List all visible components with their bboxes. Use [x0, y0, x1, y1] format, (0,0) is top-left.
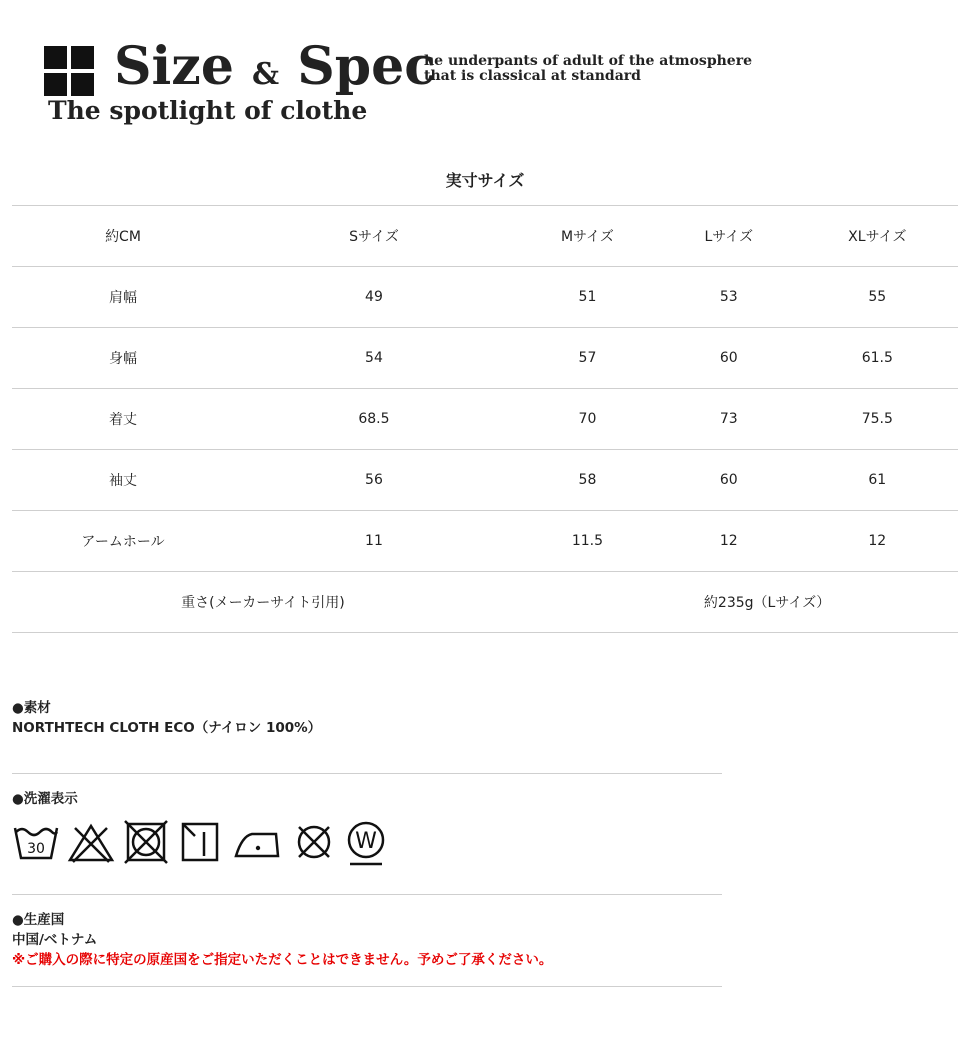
table-cell: 60: [661, 328, 797, 389]
column-header: Mサイズ: [514, 206, 661, 267]
table-row: [12, 389, 958, 450]
table-cell: 73: [661, 389, 797, 450]
table-cell: 58: [514, 450, 661, 511]
origin-heading: ●生産国: [12, 912, 65, 928]
wet-clean-icon: [342, 820, 390, 870]
divider: [12, 986, 722, 987]
row-label: 身幅: [12, 328, 234, 389]
table-cell: 75.5: [797, 389, 958, 450]
material-value: NORTHTECH CLOTH ECO（ナイロン 100%）: [12, 720, 322, 736]
wet-clean-letter: W: [355, 829, 377, 854]
no-dryclean-icon: [290, 820, 338, 864]
material-section: [12, 698, 321, 738]
wash-temp-label: 30: [27, 841, 45, 857]
divider: [12, 894, 722, 895]
table-cell: 11: [234, 511, 514, 572]
logo-grid-icon: [44, 46, 94, 96]
column-header: 約CM: [12, 206, 234, 267]
column-header: Sサイズ: [234, 206, 514, 267]
table-row: [12, 450, 958, 511]
table-cell: 53: [661, 267, 797, 328]
row-label: 肩幅: [12, 267, 234, 328]
no-bleach-icon: [67, 820, 115, 864]
material-heading: ●素材: [12, 700, 51, 716]
weight-value: 約235g（Lサイズ）: [514, 572, 958, 633]
row-label: 着丈: [12, 389, 234, 450]
row-label: アームホール: [12, 511, 234, 572]
table-cell: 56: [234, 450, 514, 511]
brand-word-spec: Spec: [297, 36, 436, 97]
table-cell: 49: [234, 267, 514, 328]
divider: [12, 773, 722, 774]
table-cell: 70: [514, 389, 661, 450]
brand-word-size: Size: [114, 36, 234, 97]
table-cell: 54: [234, 328, 514, 389]
weight-row: [12, 572, 958, 633]
table-row: [12, 511, 958, 572]
table-cell: 51: [514, 267, 661, 328]
table-cell: 61.5: [797, 328, 958, 389]
table-cell: 60: [661, 450, 797, 511]
table-cell: 12: [661, 511, 797, 572]
table-cell: 68.5: [234, 389, 514, 450]
size-table: [12, 205, 958, 633]
origin-note: ※ご購入の際に特定の原産国をご指定いただくことはできません。予めご了承ください。: [12, 952, 553, 968]
table-cell: 11.5: [514, 511, 661, 572]
table-row: [12, 267, 958, 328]
brand-ampersand: &: [252, 57, 280, 92]
iron-low-icon: [232, 820, 284, 864]
table-row: [12, 328, 958, 389]
row-label: 袖丈: [12, 450, 234, 511]
table-cell: 61: [797, 450, 958, 511]
table-cell: 12: [797, 511, 958, 572]
wash-30-icon: [12, 820, 60, 864]
brand-subtitle: The spotlight of clothe: [48, 96, 368, 125]
brand-tagline: [424, 54, 752, 84]
brand-title: [114, 36, 436, 97]
care-heading: ●洗濯表示: [12, 791, 78, 807]
column-header: XLサイズ: [797, 206, 958, 267]
size-table-title: 実寸サイズ: [445, 171, 525, 190]
table-header-row: [12, 206, 958, 267]
table-cell: 57: [514, 328, 661, 389]
line-dry-shade-icon: [177, 820, 225, 864]
origin-section: [12, 910, 552, 970]
weight-label: 重さ(メーカーサイト引用): [12, 572, 514, 633]
care-section: [12, 789, 78, 809]
tagline-line-1: he underpants of adult of the atmosphere: [424, 53, 752, 69]
no-tumble-dry-icon: [122, 820, 170, 864]
column-header: Lサイズ: [661, 206, 797, 267]
origin-value: 中国/ベトナム: [12, 932, 98, 948]
tagline-line-2: that is classical at standard: [424, 68, 641, 84]
page-header: [44, 36, 752, 140]
table-cell: 55: [797, 267, 958, 328]
